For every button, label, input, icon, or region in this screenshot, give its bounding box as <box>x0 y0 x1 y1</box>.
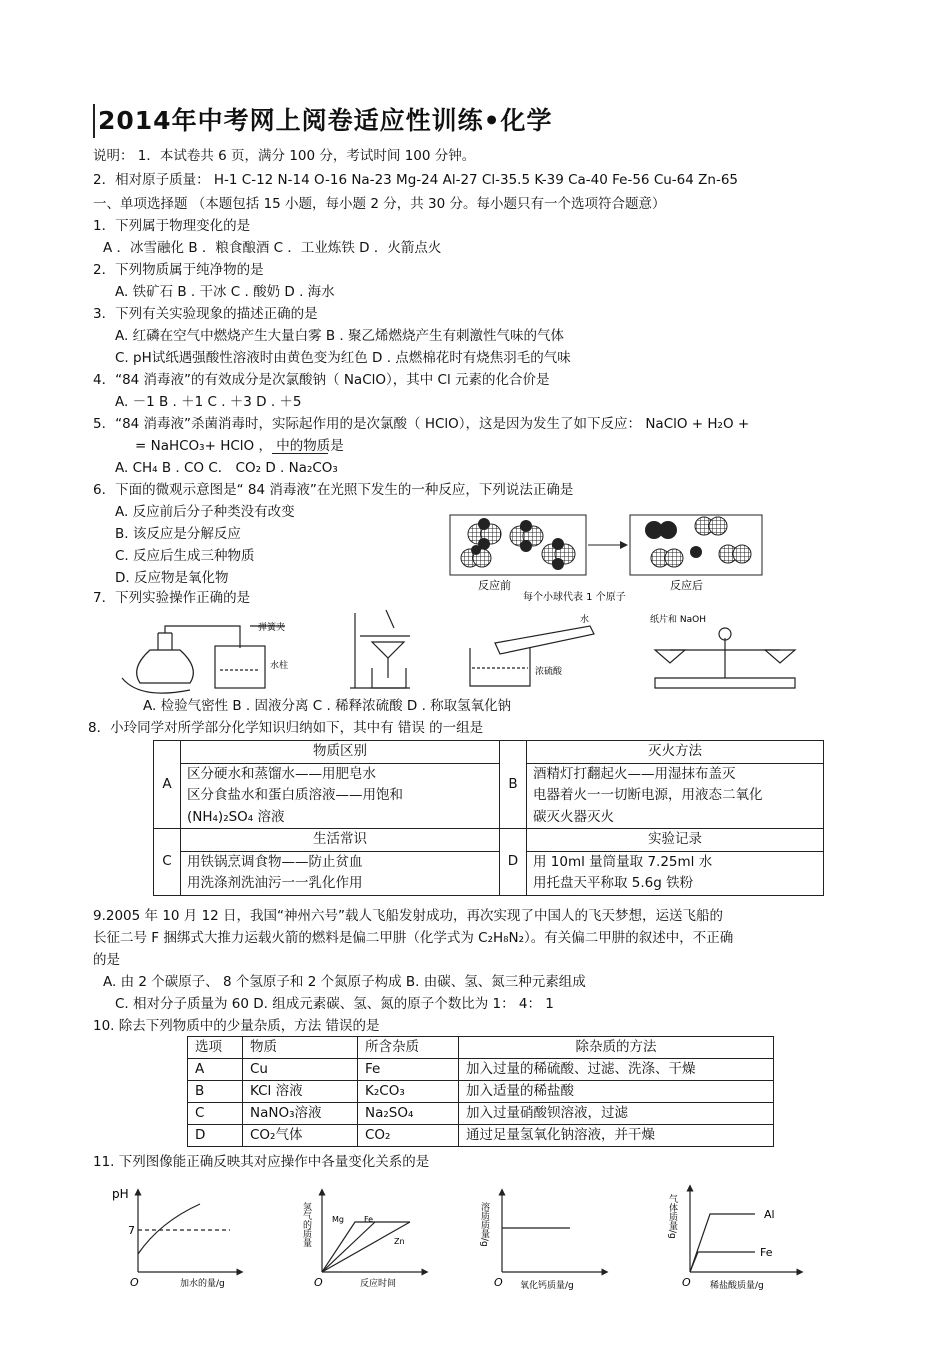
question-5-options: A. CH₄ B . CO C． CO₂ D . Na₂CO₃ <box>115 460 338 476</box>
question-8: 8．小玲同学对所学部分化学知识归纳如下，其中有 错误 的一组是 <box>88 720 484 736</box>
cao-x-label: 氧化钙质量/g <box>520 1281 574 1291</box>
question-3-options-cd: C. pH试纸遇强酸性溶液时由黄色变为红色 D . 点燃棉花时有烧焦羽毛的气味 <box>115 350 571 366</box>
question-5-equation: = NaHCO₃+ HClO ， 中的物质是 <box>135 438 344 454</box>
table-cell: 用 10ml 量筒量取 7.25ml 水 用托盘天平称取 5.6g 铁粉 <box>527 851 824 895</box>
table-cell: 区分硬水和蒸馏水——用肥皂水 区分食盐水和蛋白质溶液——用饱和 (NH₄)₂SO₄ 溶液 <box>181 763 500 829</box>
conc-acid-label: 浓硫酸 <box>535 667 563 677</box>
naoh-label: 纸片和 NaOH <box>650 615 706 625</box>
table-header: 实验记录 <box>527 829 824 852</box>
before-label: 反应前 <box>478 579 511 592</box>
row-letter: C <box>154 829 181 896</box>
question-2: 2．下列物质属于纯净物的是 <box>93 262 264 278</box>
filtration-apparatus <box>350 610 410 688</box>
question-9-options-ab: A. 由 2 个碳原子、 8 个氢原子和 2 个氮原子构成 B. 由碳、氢、氮三种元素组成 <box>103 974 586 990</box>
answer-blank <box>272 453 328 454</box>
question-6-option-c: C. 反应后生成三种物质 <box>115 548 255 564</box>
row-letter: B <box>500 741 527 829</box>
gas-tightness-apparatus <box>122 626 285 693</box>
table-row: C NaNO₃溶液 Na₂SO₄ 加入过量硝酸钡溶液，过滤 <box>188 1103 774 1125</box>
question-1-options: A ．冰雪融化 B ．粮食酿酒 C ．工业炼铁 D ．火箭点火 <box>103 240 442 256</box>
question-1: 1．下列属于物理变化的是 <box>93 218 251 234</box>
hydrogen-axis-label: 氢气的质量 <box>301 1202 311 1247</box>
origin-label: O <box>494 1276 503 1289</box>
question-4-options: A. －1 B . ＋1 C . ＋3 D . ＋5 <box>115 394 302 410</box>
table-cell: 酒精灯打翻起火——用湿抹布盖灭 电器着火一一切断电源，用液态二氧化 碳灭火器灭火 <box>527 763 824 829</box>
series-label: Fe <box>760 1246 773 1259</box>
question-6: 6．下面的微观示意图是“ 84 消毒液”在光照下发生的一种反应，下列说法正确是 <box>93 482 574 498</box>
question-7: 7．下列实验操作正确的是 <box>93 590 251 606</box>
question-9-options-cd: C. 相对分子质量为 60 D. 组成元素碳、氢、氮的原子个数比为 1： 4： 1 <box>115 996 554 1012</box>
after-label: 反应后 <box>670 579 703 592</box>
graph-ph <box>138 1192 240 1272</box>
diagram-caption: 每个小球代表 1 个原子 <box>523 592 626 602</box>
question-5: 5．“84 消毒液”杀菌消毒时，实际起作用的是次氯酸（ HClO），这是因为发生了如下反应： NaClO + H₂O + <box>93 416 750 432</box>
clamp-label: 弹簧夹 <box>258 623 286 633</box>
table-row: D CO₂气体 CO₂ 通过足量氢氧化钠溶液，并干燥 <box>188 1125 774 1147</box>
series-label: Al <box>764 1208 775 1221</box>
time-x-label: 反应时间 <box>360 1279 397 1289</box>
graph-hydrogen <box>322 1192 425 1272</box>
graph-solute <box>502 1192 605 1272</box>
question-10: 10. 除去下列物质中的少量杂质，方法 错误的是 <box>93 1018 380 1034</box>
series-label: Fe <box>364 1215 374 1224</box>
gas-axis-label: 气体质量/g <box>667 1194 677 1239</box>
series-label: Zn <box>394 1237 405 1246</box>
question-2-options: A. 铁矿石 B . 干冰 C . 酸奶 D . 海水 <box>115 284 335 300</box>
apparatus-sketches <box>110 608 830 698</box>
page-title: 2014年中考网上阅卷适应性训练•化学 <box>93 104 553 138</box>
reaction-diagram <box>448 512 812 602</box>
section-heading: 一、单项选择题 （本题包括 15 小题，每小题 2 分，共 30 分。每小题只有一个选项符合题意） <box>93 196 666 212</box>
question-3-options-ab: A. 红磷在空气中燃烧产生大量白雾 B . 聚乙烯燃烧产生有刺激性气味的气体 <box>115 328 565 344</box>
row-letter: D <box>500 829 527 896</box>
table-header: 灭火方法 <box>527 741 824 764</box>
balance-apparatus <box>655 628 795 688</box>
table-header-row: 选项 物质 所含杂质 除杂质的方法 <box>188 1037 774 1059</box>
question-7-options: A. 检验气密性 B . 固液分离 C . 稀释浓硫酸 D . 称取氢氧化钠 <box>143 698 512 714</box>
question-6-option-d: D. 反应物是氧化物 <box>115 570 229 586</box>
origin-label: O <box>682 1276 691 1289</box>
question-4: 4．“84 消毒液”的有效成分是次氯酸钠（ NaClO），其中 Cl 元素的化合价是 <box>93 372 550 388</box>
molecule <box>468 518 501 550</box>
impurity-table <box>187 1036 774 1147</box>
hcl-x-label: 稀盐酸质量/g <box>710 1281 764 1291</box>
question-3: 3．下列有关实验现象的描述正确的是 <box>93 306 318 322</box>
atomic-mass-line: 2．相对原子质量： H-1 C-12 N-14 O-16 Na-23 Mg-24 Al-27 Cl-35.5 K-39 Ca-40 Fe-56 Cu-64 Zn-65 <box>93 172 738 188</box>
table-row: B KCl 溶液 K₂CO₃ 加入适量的稀盐酸 <box>188 1081 774 1103</box>
ph-x-label: 加水的量/g <box>180 1279 225 1289</box>
row-letter: A <box>154 741 181 829</box>
molecule <box>542 538 575 570</box>
molecule <box>510 520 543 552</box>
instructions-line: 说明： 1．本试卷共 6 页，满分 100 分，考试时间 100 分钟。 <box>93 148 476 164</box>
series-label: Mg <box>332 1215 344 1224</box>
dilution-apparatus <box>470 626 594 686</box>
question-11: 11. 下列图像能正确反映其对应操作中各量变化关系的是 <box>93 1154 430 1170</box>
question-9: 9.2005 年 10 月 12 日，我国“神州六号”载人飞船发射成功，再次实现了中国人的飞天梦想，运送飞船的 <box>93 908 724 924</box>
ph-axis-label: pH <box>112 1187 129 1201</box>
table-header: 生活常识 <box>181 829 500 852</box>
origin-label: O <box>130 1276 139 1289</box>
table-cell: 用铁锅烹调食物——防止贫血 用洗涤剂洗油污一一乳化作用 <box>181 851 500 895</box>
origin-label: O <box>314 1276 323 1289</box>
table-row: A Cu Fe 加入过量的稀硫酸、过滤、洗涤、干燥 <box>188 1059 774 1081</box>
question-9-cont: 长征二号 F 捆绑式大推力运载火箭的燃料是偏二甲肼（化学式为 C₂H₈N₂）。有关偏二甲肼的叙述中，不正确 <box>93 930 734 946</box>
question-9-end: 的是 <box>93 952 120 968</box>
graphs-row <box>100 1182 820 1294</box>
table-header: 物质区别 <box>181 741 500 764</box>
water-column-label: 水柱 <box>270 661 289 671</box>
water-label: 水 <box>580 615 590 625</box>
ph-tick: 7 <box>128 1224 135 1237</box>
question-6-option-b: B. 该反应是分解反应 <box>115 526 241 542</box>
graph-gas <box>690 1188 800 1272</box>
knowledge-table <box>153 740 824 896</box>
question-6-option-a: A. 反应前后分子种类没有改变 <box>115 504 295 520</box>
solute-axis-label: 溶质质量/g <box>479 1202 489 1247</box>
